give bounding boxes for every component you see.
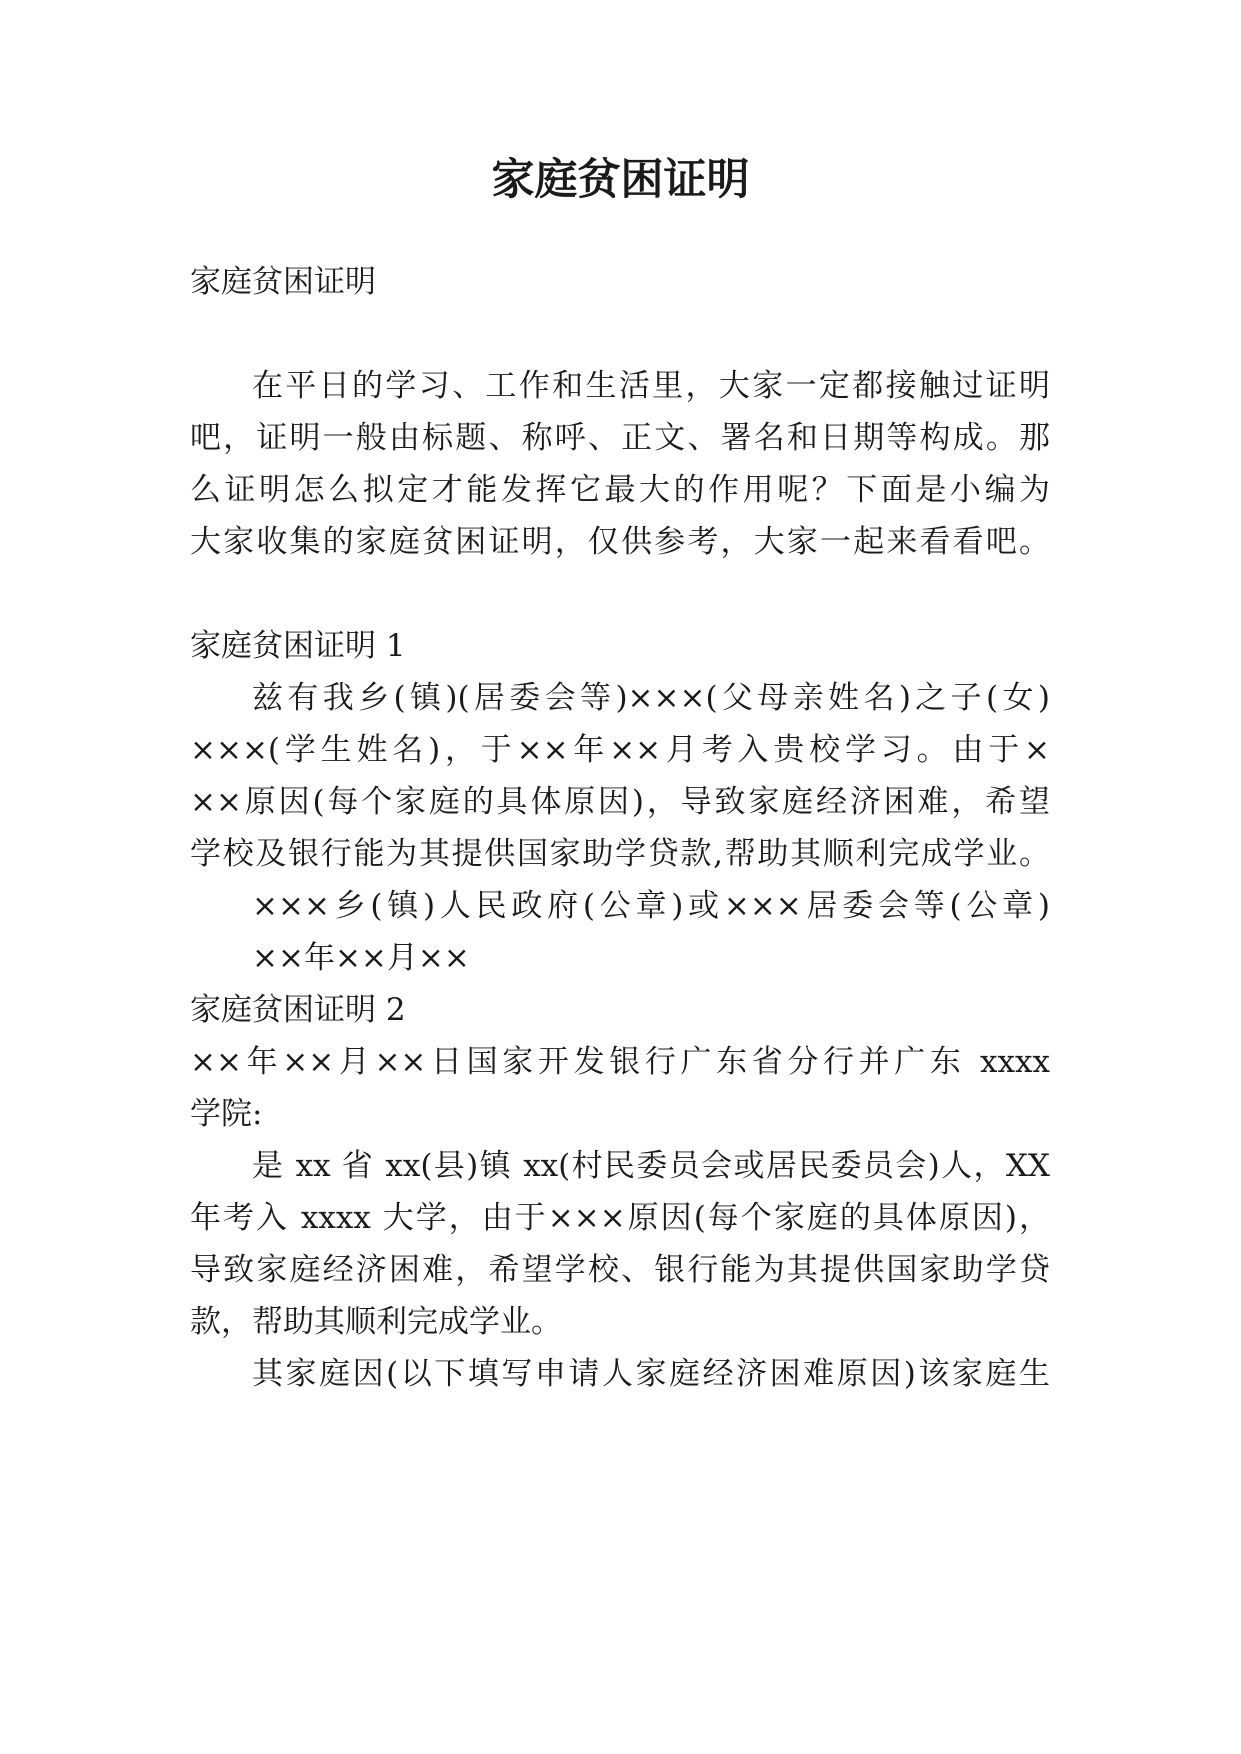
section1-heading: 家庭贫困证明 1 <box>190 628 406 664</box>
section2-body-line: 年考入 xxxx 大学，由于×××原因(每个家庭的具体原因)， <box>190 1200 1050 1236</box>
section2-salutation-line: ××年××月××日国家开发银行广东省分行并广东 xxxx <box>190 1044 1050 1080</box>
intro-line: 么证明怎么拟定才能发挥它最大的作用呢？下面是小编为 <box>190 472 1050 508</box>
section1-body-line: 学校及银行能为其提供国家助学贷款,帮助其顺利完成学业。 <box>190 836 1050 872</box>
section1-body-line: ××原因(每个家庭的具体原因)，导致家庭经济困难，希望 <box>190 784 1050 820</box>
section1-body-line: ×××(学生姓名)，于××年××月考入贵校学习。由于× <box>190 732 1050 768</box>
section1-date: ××年××月×× <box>252 940 470 976</box>
intro-line: 吧，证明一般由标题、称呼、正文、署名和日期等构成。那 <box>190 420 1050 456</box>
intro-line: 在平日的学习、工作和生活里，大家一定都接触过证明 <box>252 368 1050 404</box>
section2-body2-line: 其家庭因(以下填写申请人家庭经济困难原因)该家庭生 <box>252 1356 1050 1392</box>
document-title: 家庭贫困证明 <box>491 155 750 205</box>
section2-heading: 家庭贫困证明 2 <box>190 992 406 1028</box>
section1-body-line: 兹有我乡(镇)(居委会等)×××(父母亲姓名)之子(女) <box>252 680 1050 716</box>
intro-line: 大家收集的家庭贫困证明，仅供参考，大家一起来看看吧。 <box>190 524 1050 560</box>
section1-signature: ×××乡(镇)人民政府(公章)或×××居委会等(公章) <box>252 888 1050 924</box>
section2-salutation-line: 学院: <box>190 1096 263 1132</box>
section2-body-line: 款，帮助其顺利完成学业。 <box>190 1304 562 1340</box>
section2-body-line: 是 xx 省 xx(县)镇 xx(村民委员会或居民委员会)人，XX <box>252 1148 1050 1184</box>
document-subtitle: 家庭贫困证明 <box>190 264 376 300</box>
section2-body-line: 导致家庭经济困难，希望学校、银行能为其提供国家助学贷 <box>190 1252 1050 1288</box>
